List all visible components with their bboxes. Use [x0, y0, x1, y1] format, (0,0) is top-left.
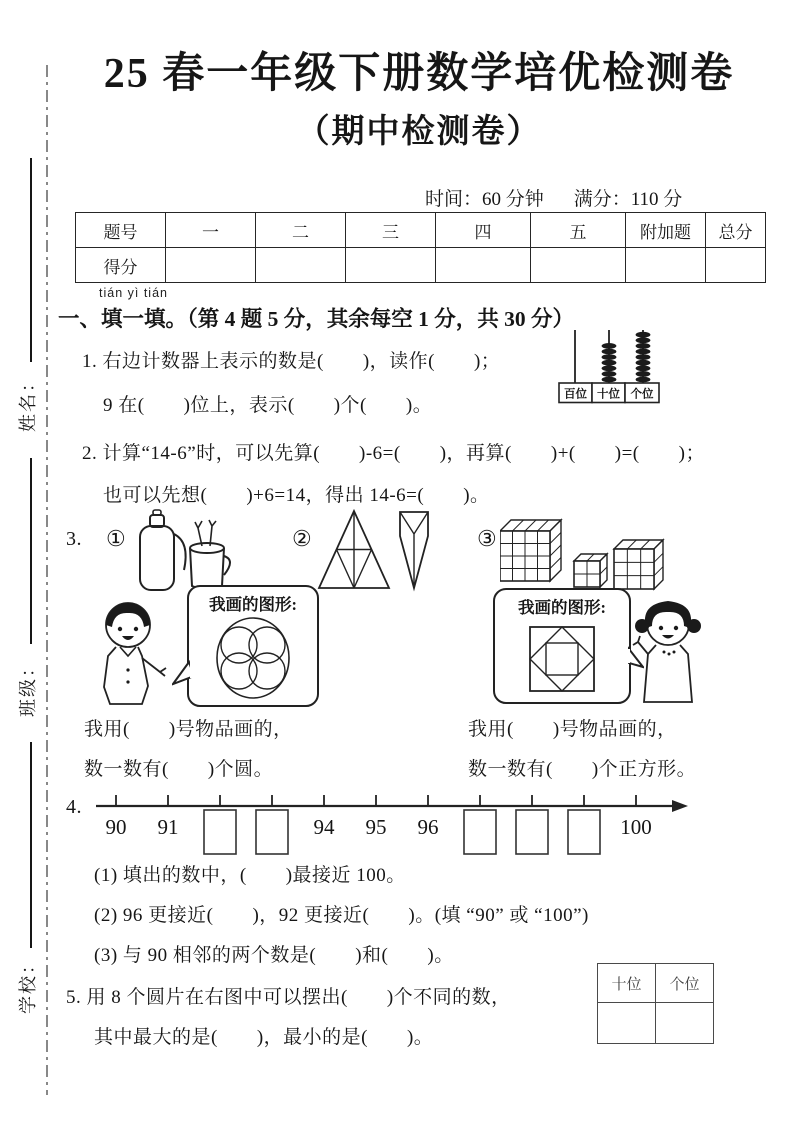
score-table-score-row [76, 248, 766, 283]
boy-figure-icon [84, 592, 172, 707]
q3-right-line1: 我用( )号物品画的， [468, 719, 677, 740]
tens-label: 十位 [597, 388, 620, 401]
score-header-cell: 三 [346, 213, 436, 248]
tens-header: 十位 [598, 964, 656, 1003]
exam-info [425, 184, 682, 211]
score-table-header-row [76, 213, 766, 248]
q3-item3-marker: ③ [477, 526, 497, 551]
score-header-cell: 五 [531, 213, 626, 248]
boy-bubble-title: 我画的图形: [209, 595, 297, 614]
numberline-answer-box [464, 810, 496, 854]
q2-line1: 2. 计算“14-6”时，可以先算( )-6=( )，再算( )+( )=( )； [82, 443, 705, 464]
place-value-header-row [598, 964, 714, 1003]
boy-speech-bubble [172, 584, 320, 710]
ones-cell [656, 1003, 714, 1044]
q4-number: 4. [66, 796, 82, 818]
q1-line2: 9 在( )位上，表示( )个( )。 [103, 395, 433, 416]
numberline [88, 786, 692, 860]
q3-item2-marker: ② [292, 526, 312, 551]
pyramid-and-prism-icon [316, 508, 431, 593]
class-label: 班级： [18, 657, 38, 717]
class-underline [30, 458, 32, 644]
q3-left-line2: 数一数有( )个圆。 [84, 759, 274, 780]
score-cell [531, 248, 626, 283]
cube-group [500, 520, 663, 589]
counter-icon [556, 326, 662, 404]
numberline-answer-box [204, 810, 236, 854]
place-value-empty-row [598, 1003, 714, 1044]
q5-line2: 其中最大的是( )，最小的是( )。 [94, 1027, 434, 1048]
score-header-cell: 一 [166, 213, 256, 248]
numberline-answer-box [516, 810, 548, 854]
q3-item1-marker: ① [106, 526, 126, 551]
full-score-info: 满分：110 分 [573, 189, 683, 210]
school-underline [30, 742, 32, 948]
fold-dash-line [40, 60, 54, 1100]
school-label: 学校： [18, 954, 38, 1014]
hundreds-label: 百位 [564, 388, 587, 401]
q5-line1: 5. 用 8 个圆片在右图中可以摆出( )个不同的数， [66, 987, 511, 1008]
rubik-cubes-icon [500, 504, 668, 599]
score-cell [706, 248, 766, 283]
name-label: 姓名： [18, 372, 38, 432]
page-subtitle: （期中检测卷） [296, 114, 542, 150]
score-header-cell: 题号 [76, 213, 166, 248]
page-title: 25 春一年级下册数学培优检测卷 [103, 51, 735, 97]
numberline-label: 95 [365, 815, 387, 839]
ones-header: 个位 [656, 964, 714, 1003]
q4-sub2: (2) 96 更接近( )，92 更接近( )。(填 “90” 或 “100”) [94, 905, 589, 926]
score-header-cell: 总分 [706, 213, 766, 248]
score-header-cell: 二 [256, 213, 346, 248]
q3-number: 3. [66, 528, 82, 550]
tens-cell [598, 1003, 656, 1044]
score-table [75, 212, 766, 283]
score-cell [166, 248, 256, 283]
girl-bubble-title: 我画的图形: [518, 598, 606, 617]
score-cell [436, 248, 531, 283]
score-header-cell: 四 [436, 213, 531, 248]
section1-heading: 一、填一填。（第 4 题 5 分，其余每空 1 分，共 30 分） [58, 307, 575, 331]
numberline-label: 96 [417, 815, 439, 839]
time-info: 时间：60 分钟 [425, 189, 544, 210]
girl-speech-bubble [492, 587, 644, 707]
q3-right-line2: 数一数有( )个正方形。 [468, 759, 697, 780]
girl-figure-icon [626, 592, 708, 704]
numberline-label: 90 [105, 815, 127, 839]
pinyin-annotation: tián yì tián [99, 286, 168, 300]
q4-sub3: (3) 与 90 相邻的两个数是( )和( )。 [94, 945, 454, 966]
place-value-table [597, 963, 714, 1044]
ones-label: 个位 [630, 388, 654, 401]
q3-left-line1: 我用( )号物品画的， [84, 719, 293, 740]
numberline-label: 91 [157, 815, 179, 839]
numberline-label: 94 [313, 815, 335, 839]
numberline-label: 100 [620, 815, 652, 839]
numberline-answer-box [256, 810, 288, 854]
score-cell [256, 248, 346, 283]
numberline-ticks [106, 795, 652, 854]
numberline-answer-box [568, 810, 600, 854]
score-cell [626, 248, 706, 283]
q1-line1: 1. 右边计数器上表示的数是( )，读作( )； [82, 351, 501, 372]
score-cell [346, 248, 436, 283]
q4-sub1: (1) 填出的数中，( )最接近 100。 [94, 865, 406, 886]
score-row-label: 得分 [76, 248, 166, 283]
name-underline [30, 158, 32, 362]
q2-line2: 也可以先想( )+6=14，得出 14-6=( )。 [103, 485, 490, 506]
score-header-cell: 附加题 [626, 213, 706, 248]
